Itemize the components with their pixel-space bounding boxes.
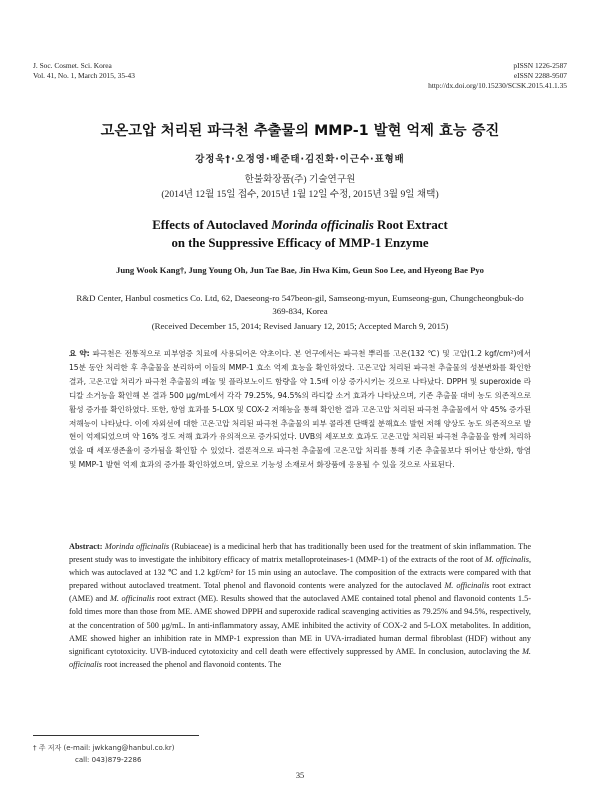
korean-abstract-text: 파극천은 전통적으로 피부염증 치료에 사용되어온 약초이다. 본 연구에서는 파극천 뿌리를 고온(132 ℃) 및 고압(1.2 kgf/cm²)에서 15분 동안 처리한 후 추출물을 분리하여 이들의 MMP-1 효소 억제 효능을 확인하였다. 고온고압 처리된 파극천 추출물의 성분변화를 확인한 결과, 고온고압 처리가 파극천 추출물의 페놀 및 플라보노이드 함량을 약 1.5배 이상 증가시키는 것으로 나타났다. DPPH 및 superoxide 라디칼 소거능을 확인해 본 결과 500 μg/mL에서 각각 79.25%, 94.5%의 라디칼 소거 효과가 나타났으며, 기존 추출물 대비 농도 의존적으로 활성 증가를 확인하였다. 또한, 항염 효과를 5-LOX 및 COX-2 저해능을 통해 확인한 결과 고온고압 처리된 파극천 추출물에서 약 45% 증가된 저해능이 나타났다. 이에 자외선에 대한 고온고압 처리된 파극천 추출물의 피부 콜라겐 단백질 분해효소 발현 저해 양상도 농도 의존적으로 발현이 억제되었으며 약 16% 정도 저해 효과가 유의적으로 증가되었다. UVB의 세포보호 효과도 고온고압 처리된 파극천 추출물을 함께 처리하였을 때 세포생존율이 증가됨을 확인할 수 있었다. 결론적으로 파극천 추출물에 고온고압 처리를 통해 기존 추출물보다 뛰어난 항산화, 항염 및 MMP-1 발현 억제 효과의 증가를 확인하였으며, 앞으로 기능성 소재로서 화장품에 응용될 수 있을 것으로 사료된다. [69,349,531,470]
korean-affiliation: 한불화장품(주) 기술연구원 [244,174,356,185]
korean-abstract [69,347,531,472]
english-dates: (Received December 15, 2014; Revised January 12, 2015; Accepted March 9, 2015) [151,321,449,331]
abs-species: M. officinalis [69,646,531,669]
issn-header [428,61,567,91]
title-part1: Effects of Autoclaved [152,218,272,232]
title-part2: Root Extract [373,218,448,232]
abs-seg: root extract (ME). Results showed that the autoclaved AME contained total phenol and flavonoid contents 1.5-fold times more than those from ME. AME showed DPPH and superoxide radical scavenging activities as 79.25% and 94.5%, respectively, at the concentration of 500 μg/mL. In anti-inflammatory assay, AME inhibited the activity of COX-2 and 5-LOX metabolites. In addition, AME showed higher an inhibition rate in MMP-1 expression than ME in UVA-irradiated human dermal fibroblast (HDF) without any significant cytotoxicity. UVB-induced cytotoxicity and cell death were effectively suppressed by AME. In conclusion, autoclaving the [69,594,531,656]
abs-species: M. officinalis [484,555,529,565]
korean-dates: (2014년 12월 15일 접수, 2015년 1월 12일 수정, 2015년 3월 9일 채택) [161,189,439,200]
abs-seg: root increased the phenol and flavonoid contents. The [102,659,282,669]
abs-species: M. officinalis [109,594,155,604]
english-affiliation [0,292,600,318]
footnote-phone: call: 043)879-2286 [75,756,142,764]
page-number: 35 [295,771,305,780]
english-abstract [69,540,531,671]
english-authors: Jung Wook Kang†, Jung Young Oh, Jun Tae Bae, Jin Hwa Kim, Geun Soo Lee, and Hyeong Bae Pyo [116,265,484,275]
korean-abstract-label: 요 약: [69,349,90,358]
abs-seg: , which was autoclaved at 132 ℃ and 1.2 kgf/cm² for 15 min using an autoclave. The composition of the extracts were compared with that prepared without autoclaved treatment. Total phenol and flavonoid contents were analyzed for the autoclaved [69,555,531,591]
eissn: eISSN 2288-9507 [513,71,567,80]
pissn: pISSN 1226-2587 [513,61,567,70]
title-line2: on the Suppressive Efficacy of MMP-1 Enzyme [171,236,429,250]
footnote-email: † 주 저자 (e-mail: jwkkang@hanbul.co.kr) [33,744,175,752]
journal-name: J. Soc. Cosmet. Sci. Korea [33,61,112,70]
title-species: Morinda officinalis [271,218,374,232]
abs-species: Morinda officinalis [104,542,170,551]
abs-seg: root extract (AME) and [69,581,532,604]
abs-species: M. officinalis [444,581,490,591]
korean-authors: 강정욱†·오정영·배준태·김진화·이근수·표형배 [195,154,405,165]
volume-info: Vol. 41, No. 1, March 2015, 35-43 [33,71,135,80]
footnote [33,742,175,766]
english-abstract-label: Abstract: [69,542,103,551]
affiliation-line2: 369-834, Korea [272,306,328,316]
affiliation-line1: R&D Center, Hanbul cosmetics Co. Ltd, 62, Daeseong-ro 547beon-gil, Samseong-myun, Eumseong-gun, Chungcheongbuk-do [76,293,524,303]
korean-title: 고온고압 처리된 파극천 추출물의 MMP-1 발현 억제 효능 증진 [100,123,500,139]
abs-seg: (Rubiaceae) is a medicinal herb that has traditionally been used for the treatment of skin inflammation. The present study was to investigate the inhibitory efficacy of matrix metalloproteinases-1 (MMP-1) of the extracts of the root of [69,542,531,565]
journal-header [33,61,135,81]
english-title [0,216,600,252]
footnote-divider [33,735,199,736]
doi-link[interactable]: http://dx.doi.org/10.15230/SCSK.2015.41.1.35 [428,81,567,90]
